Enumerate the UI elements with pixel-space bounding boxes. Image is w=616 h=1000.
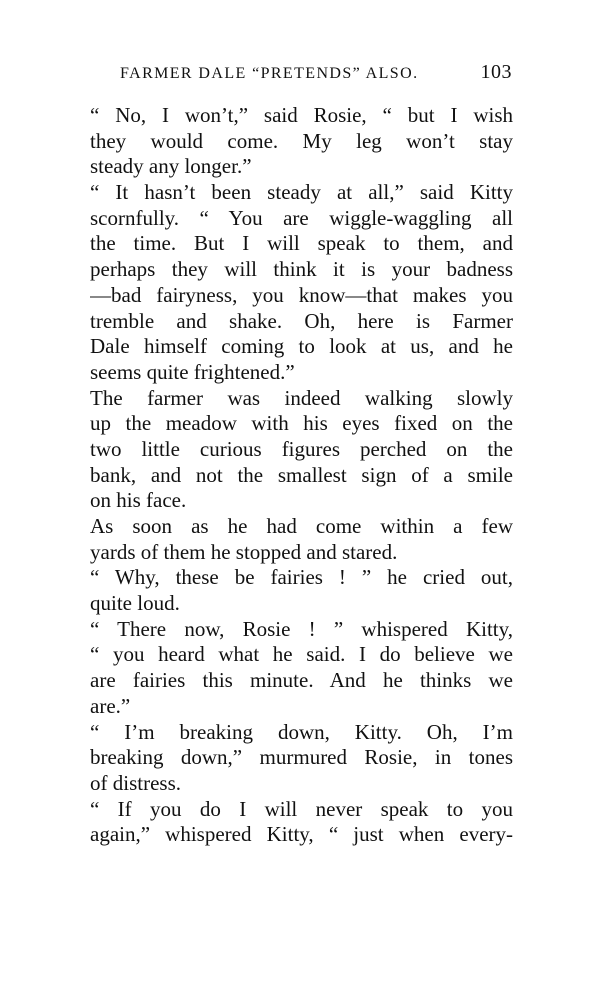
page-number: 103 [480, 61, 512, 83]
text-line: quite loud. [90, 591, 180, 616]
text-line: perhaps they will think it is your badness [90, 257, 513, 282]
text-line: “ There now, Rosie ! ” whispered Kitty, [90, 616, 513, 641]
text-line: of distress. [90, 770, 181, 795]
text-line: the time. But I will speak to them, and [90, 231, 513, 256]
text-line: yards of them he stopped and stared. [90, 539, 398, 564]
text-line: on his face. [90, 488, 187, 513]
text-line: bank, and not the smallest sign of a smile [90, 462, 513, 487]
text-line: they would come. My leg won’t stay [90, 128, 513, 153]
text-line: As soon as he had come within a few [90, 514, 513, 538]
text-line: The farmer was indeed walking slowly [90, 385, 513, 410]
text-line: “ I’m breaking down, Kitty. Oh, I’m [90, 719, 513, 744]
text-line: tremble and shake. Oh, here is Farmer [90, 308, 513, 333]
text-line: “ No, I won’t,” said Rosie, “ but I wish [90, 103, 513, 127]
text-line: Dale himself coming to look at us, and he [90, 334, 513, 359]
text-line: breaking down,” murmured Rosie, in tones [90, 745, 513, 770]
text-line: “ It hasn’t been steady at all,” said Kitty [90, 180, 513, 205]
text-line: seems quite frightened.” [90, 359, 295, 384]
text-line: —bad fairyness, you know—that makes you [90, 282, 513, 307]
text-line: again,” whispered Kitty, “ just when every- [90, 822, 513, 847]
text-line: steady any longer.” [90, 154, 252, 179]
running-title: FARMER DALE “PRETENDS” ALSO. [120, 65, 419, 82]
text-line: scornfully. “ You are wiggle-waggling all [90, 205, 513, 230]
text-line: are.” [90, 693, 131, 718]
text-line: two little curious figures perched on the [90, 436, 513, 461]
text-line: “ Why, these be fairies ! ” he cried out, [90, 565, 513, 590]
text-line: are fairies this minute. And he thinks we [90, 668, 513, 693]
running-head [120, 61, 512, 91]
body-text [90, 103, 513, 848]
text-line: “ If you do I will never speak to you [90, 796, 513, 821]
text-line: up the meadow with his eyes fixed on the [90, 411, 513, 436]
text-line: “ you heard what he said. I do believe we [90, 642, 513, 667]
